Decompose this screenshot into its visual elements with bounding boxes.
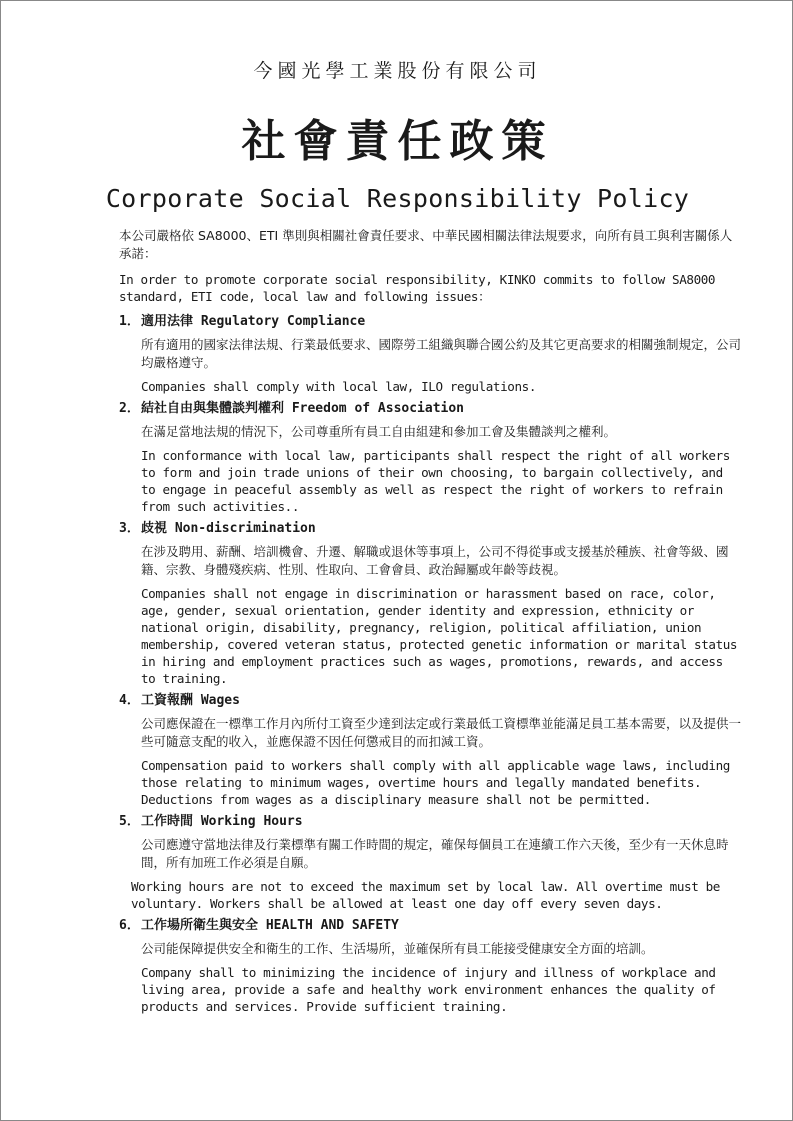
section-wages (119, 691, 741, 808)
section-heading (119, 691, 741, 711)
section-heading (119, 399, 741, 419)
section-regulatory-compliance (119, 312, 741, 395)
section-number: 3． (119, 521, 140, 536)
section-text-english: Companies shall not engage in discrimination or harassment based on race, color, age, gender, sexual orientation, gender identity and expression, ethnicity or national origin, disability, pregnancy, religion, political affiliation, union membership, covered veteran status, protected genetic information or marital status in hiring and employment practices such as wages, promotions, rewards, and access to training. (141, 586, 738, 686)
intro-english: In order to promote corporate social responsibility, KINKO commits to follow SA8000 standard, ETI code, local law and following issues： (119, 272, 716, 304)
section-heading (119, 916, 741, 936)
section-text-chinese: 在滿足當地法規的情況下，公司尊重所有員工自由組建和參加工會及集體談判之權利。 (141, 424, 617, 439)
section-heading (119, 519, 741, 539)
section-freedom-of-association (119, 399, 741, 515)
section-text-chinese: 所有適用的國家法律法規、行業最低要求、國際勞工組織與聯合國公約及其它更高要求的相關強制規定，公司均嚴格遵守。 (141, 337, 742, 370)
section-text-english: Companies shall comply with local law, ILO regulations. (141, 379, 537, 394)
section-title: 工作場所衛生與安全 HEALTH AND SAFETY (141, 918, 399, 933)
section-number: 5． (119, 814, 140, 829)
section-health-and-safety (119, 916, 741, 1015)
section-non-discrimination (119, 519, 741, 687)
section-text-chinese: 在涉及聘用、薪酬、培訓機會、升遷、解職或退休等事項上，公司不得從事或支援基於種族、社會等級、國籍、宗教、身體殘疾病、性別、性取向、工會會員、政治歸屬或年齡等歧視。 (141, 544, 729, 577)
policy-title-chinese: 社會責任政策 (241, 116, 554, 167)
section-title: 歧視 Non-discrimination (141, 521, 316, 536)
section-heading (119, 312, 741, 332)
section-working-hours (119, 812, 741, 912)
policy-title-english: Corporate Social Responsibility Policy (105, 184, 690, 213)
policy-body (119, 227, 741, 1019)
section-number: 1． (119, 314, 140, 329)
section-title: 工作時間 Working Hours (141, 814, 303, 829)
section-text-chinese: 公司應遵守當地法律及行業標準有關工作時間的規定，確保每個員工在連續工作六天後，至少有一天休息時間，所有加班工作必須是自願。 (141, 837, 729, 870)
section-text-english: Company shall to minimizing the incidence of injury and illness of workplace and living area, provide a safe and healthy work environment enhances the quality of products and services. Provide sufficient training. (141, 965, 716, 1014)
section-text-english: Compensation paid to workers shall comply with all applicable wage laws, including those relating to minimum wages, overtime hours and legally mandated benefits. Deductions from wages as a disciplinary measure shall not be permitted. (141, 758, 730, 807)
section-number: 4． (119, 693, 140, 708)
section-text-chinese: 公司應保證在一標準工作月內所付工資至少達到法定或行業最低工資標準並能滿足員工基本需要，以及提供一些可隨意支配的收入，並應保證不因任何懲戒目的而扣減工資。 (141, 716, 742, 749)
section-number: 2． (119, 401, 140, 416)
section-title: 適用法律 Regulatory Compliance (141, 314, 366, 329)
company-name: 今國光學工業股份有限公司 (253, 60, 542, 82)
section-title: 結社自由與集體談判權利 Freedom of Association (141, 401, 465, 416)
intro-chinese: 本公司嚴格依 SA8000、ETI 準則與相關社會責任要求、中華民國相關法律法規要求，向所有員工與利害關係人承諾： (119, 228, 733, 261)
section-text-english: In conformance with local law, participants shall respect the right of all workers to form and join trade unions of their own choosing, to bargain collectively, and to engage in peaceful assembly as well as respect the right of workers to refrain from such activities.. (141, 448, 730, 514)
section-title: 工資報酬 Wages (141, 693, 240, 708)
section-text-english: Working hours are not to exceed the maximum set by local law. All overtime must be voluntary. Workers shall be allowed at least one day off every seven days. (131, 879, 720, 911)
section-heading (119, 812, 741, 832)
section-number: 6． (119, 918, 140, 933)
section-text-chinese: 公司能保障提供安全和衛生的工作、生活場所，並確保所有員工能接受健康安全方面的培訓。 (141, 941, 654, 956)
